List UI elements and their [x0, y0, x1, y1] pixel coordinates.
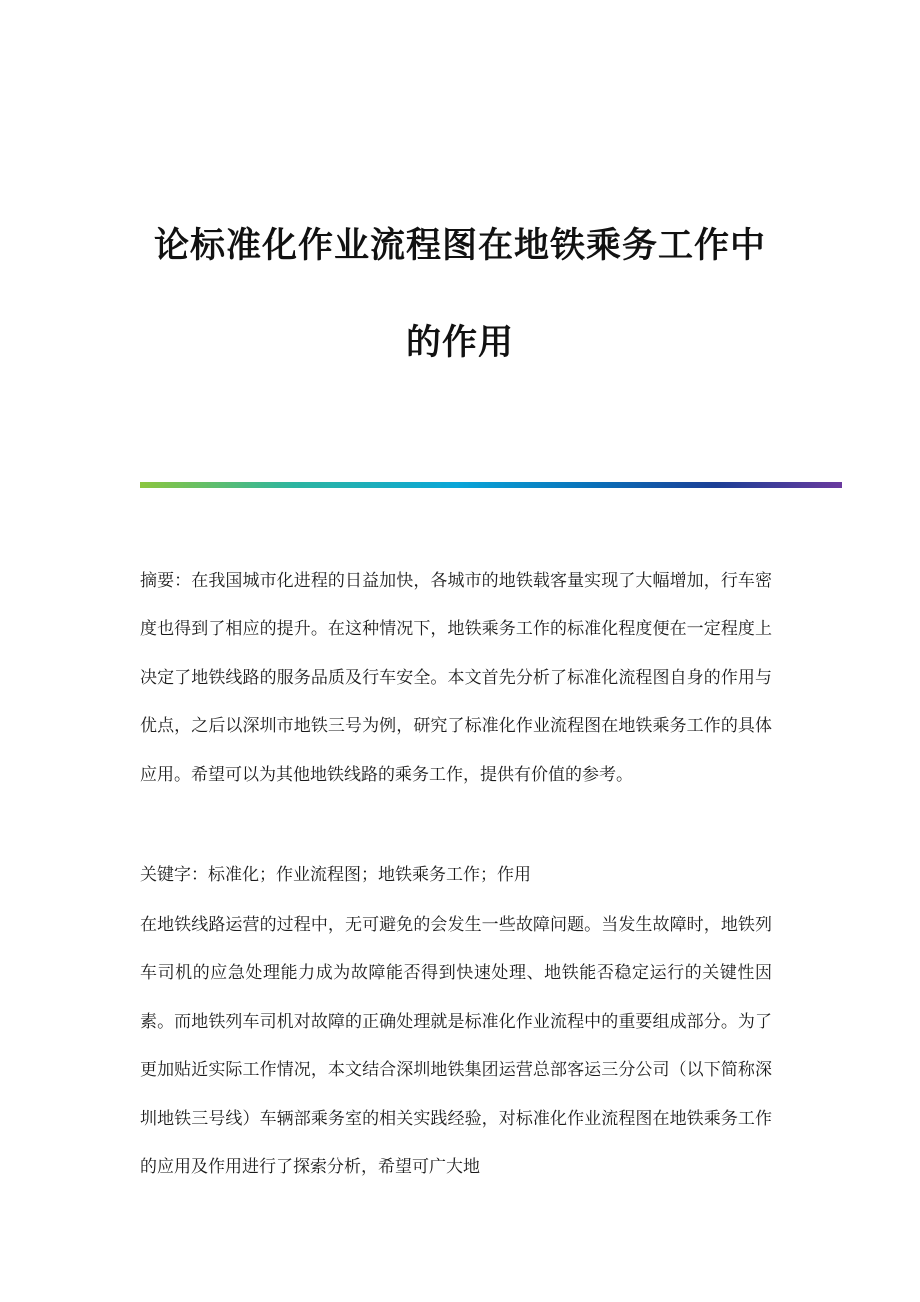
keywords-label: 关键字： — [140, 865, 208, 885]
intro-paragraph: 在地铁线路运营的过程中，无可避免的会发生一些故障问题。当发生故障时，地铁列车司机的应急处理能力成为故障能否得到快速处理、地铁能否稳定运行的关键性因素。而地铁列车司机对故障的正确处理就是标准化作业流程中的重要组成部分。为了更加贴近实际工作情况，本文结合深圳地铁集团运营总部客运三分公司（以下简称深圳地铁三号线）车辆部乘务室的相关实践经验，对标准化作业流程图在地铁乘务工作的应用及作用进行了探索分析，希望可广大地 — [140, 915, 772, 1178]
keywords-text: 标准化；作业流程图；地铁乘务工作；作用 — [208, 865, 531, 885]
abstract-label: 摘要： — [140, 571, 192, 591]
document-title-line-2: 的作用 — [405, 323, 514, 363]
abstract-paragraph — [140, 557, 772, 799]
gradient-divider — [140, 482, 842, 488]
keywords-paragraph — [140, 851, 772, 899]
abstract-text: 在我国城市化进程的日益加快，各城市的地铁载客量实现了大幅增加，行车密度也得到了相应的提升。在这种情况下，地铁乘务工作的标准化程度便在一定程度上决定了地铁线路的服务品质及行车安全。本文首先分析了标准化流程图自身的作用与优点，之后以深圳市地铁三号为例，研究了标准化作业流程图在地铁乘务工作的具体应用。希望可以为其他地铁线路的乘务工作，提供有价值的参考。 — [140, 571, 772, 785]
document-title-line-1: 论标准化作业流程图在地铁乘务工作中 — [153, 226, 766, 266]
